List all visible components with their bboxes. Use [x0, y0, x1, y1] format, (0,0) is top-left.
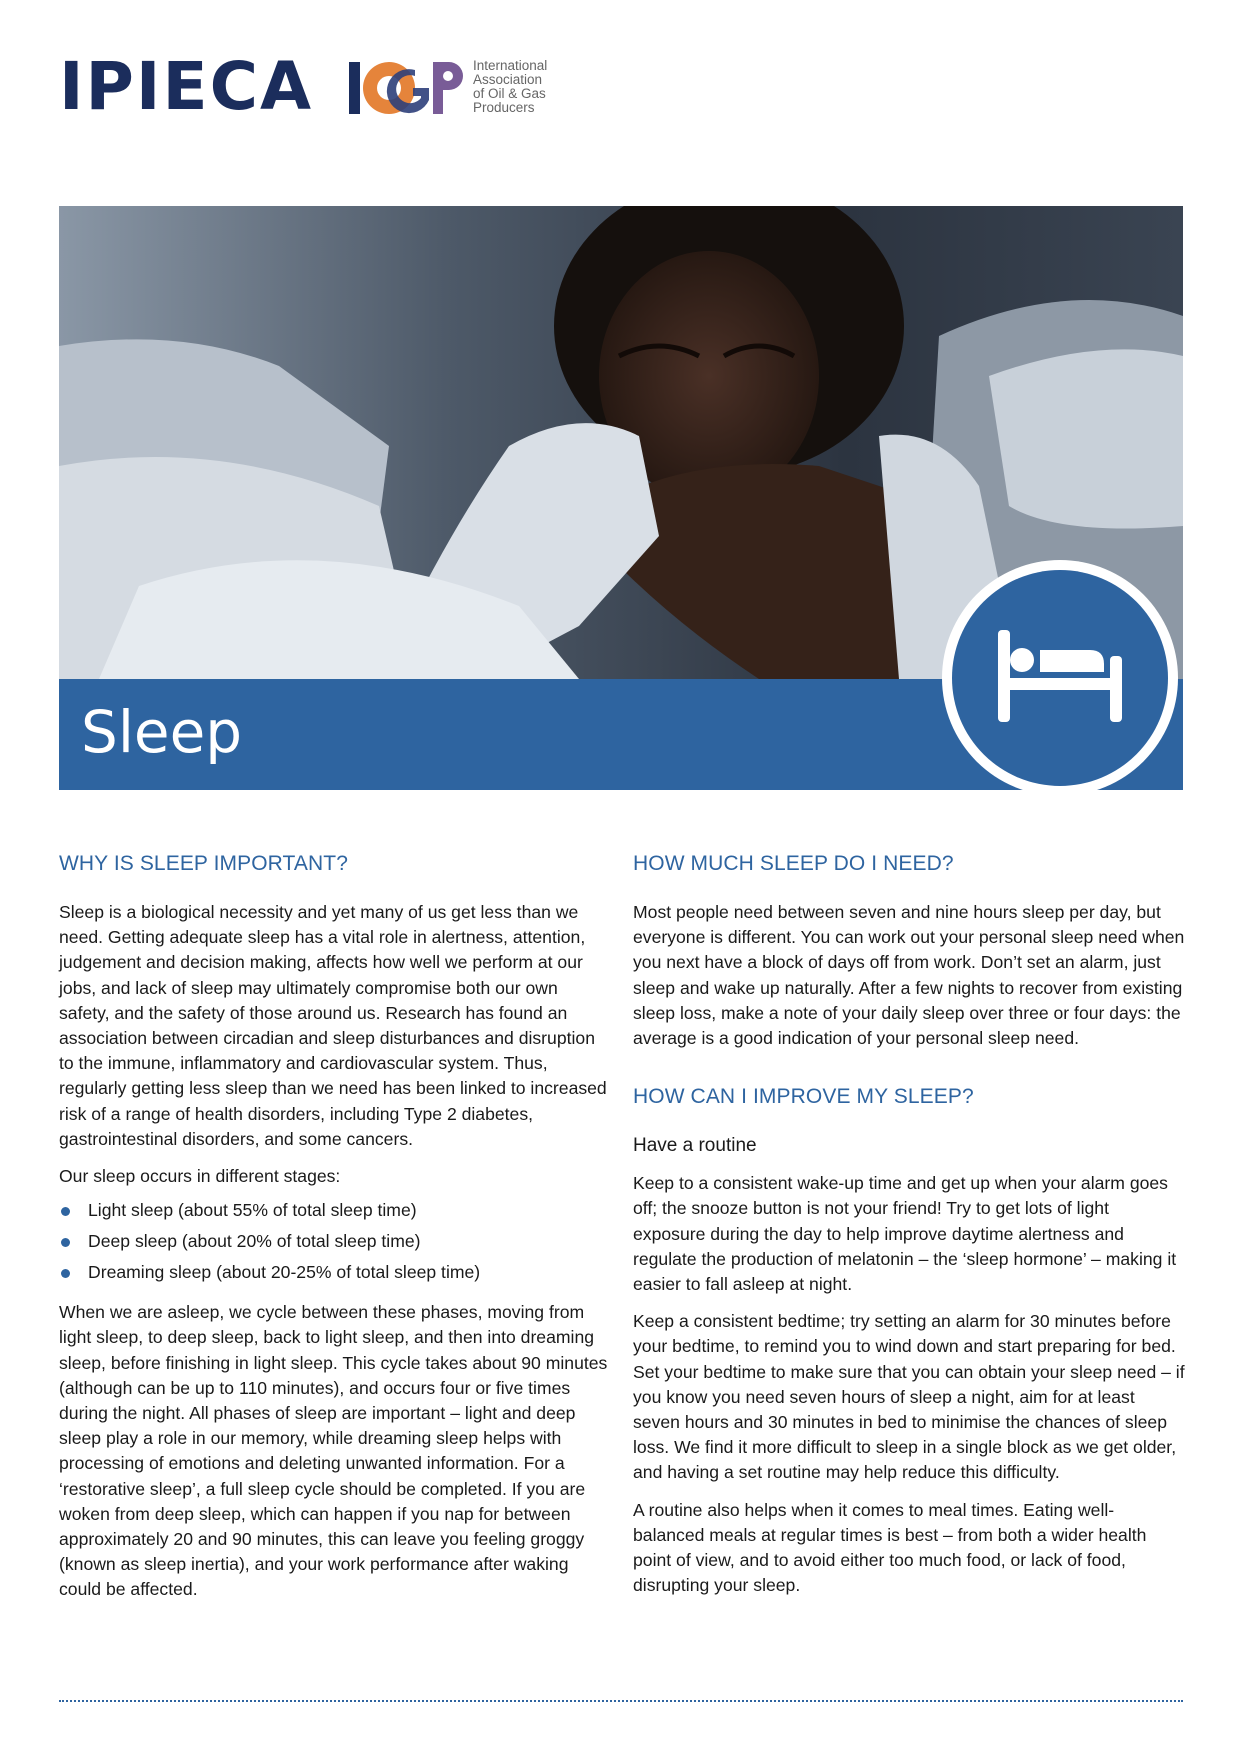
paragraph: Keep to a consistent wake-up time and get up when your alarm goes off; the snooze button is not your friend! Try to get lots of light exposure during the day to help improve daytime alertness and regulate the production of melatonin – the ‘sleep hormone’ – making it easier to fall asleep at night. [633, 1173, 1177, 1295]
header [59, 48, 659, 125]
paragraph: Our sleep occurs in different stages: [59, 1166, 341, 1187]
list-item-text: Dreaming sleep (about 20-25% of total sleep time) [88, 1262, 481, 1283]
iogp-text-line: International [473, 58, 548, 73]
list-item-text: Deep sleep (about 20% of total sleep time) [88, 1231, 421, 1252]
bullet-icon [61, 1207, 70, 1216]
iogp-wordmark [473, 59, 547, 115]
section-heading-why: WHY IS SLEEP IMPORTANT? [59, 852, 348, 875]
paragraph: Most people need between seven and nine hours sleep per day, but everyone is different. You can work out your personal sleep need when you next have a block of days off from work. Don’t set an alarm, just sleep and wake up naturally. After a few nights to recover from existing sleep loss, make a note of your daily sleep over three or four days: the average is a good indication of your personal sleep need. [633, 902, 1185, 1049]
page-title: Sleep [81, 698, 243, 766]
iogp-logo [349, 60, 477, 116]
footer-dotted-rule [59, 1700, 1183, 1702]
list-item [59, 1226, 611, 1257]
ipieca-logo: IPIECA [59, 48, 314, 125]
paragraph: When we are asleep, we cycle between these phases, moving from light sleep, to deep sleep, back to light sleep, and then into dreaming sleep, before finishing in light sleep. This cycle takes about 90 minutes (although can be up to 110 minutes), and occurs four or five times during the night. All phases of sleep are important – light and deep sleep play a role in our memory, while dreaming sleep helps with processing of emotions and deleting unwanted information. For a ‘restorative sleep’, a full sleep cycle should be completed. If you are woken from deep sleep, which can happen if you nap for between approximately 20 and 90 minutes, this can leave you feeling groggy (known as sleep inertia), and your work performance after waking could be affected. [59, 1302, 608, 1600]
right-column [633, 850, 1185, 1598]
subheading-routine: Have a routine [633, 1135, 757, 1157]
list-item [59, 1257, 611, 1288]
iogp-text-line: Association [473, 72, 543, 87]
list-item [59, 1195, 611, 1226]
paragraph: Sleep is a biological necessity and yet many of us get less than we need. Getting adequate sleep has a vital role in alertness, attention, judgement and decision making, affects how well we perform at our jobs, and lack of sleep may ultimately compromise both our own safety, and the safety of those around us. Research has found an association between circadian and sleep disturbances and disruption to the immune, inflammatory and cardiovascular system. Thus, regularly getting less sleep than we need has been linked to increased risk of a range of health disorders, including Type 2 diabetes, gastrointestinal disorders, and some cancers. [59, 902, 607, 1149]
bullet-icon [61, 1238, 70, 1247]
paragraph: Keep a consistent bedtime; try setting an alarm for 30 minutes before your bedtime, to remind you to wind down and start preparing for bed. Set your bedtime to make sure that you can obtain your sleep need – if you know you need seven hours of sleep a night, aim for at least seven hours and 30 minutes in bed to minimise the chances of sleep loss. We find it more difficult to sleep in a single block as we get older, and having a set routine may help reduce this difficulty. [633, 1311, 1185, 1483]
sleep-stages-list [59, 1195, 611, 1288]
paragraph: A routine also helps when it comes to meal times. Eating well-balanced meals at regular times is best – from both a wider health point of view, and to avoid either too much food, or lack of food, disrupting your sleep. [633, 1499, 1147, 1596]
left-column [59, 850, 611, 1603]
iogp-text-line: of Oil & Gas [473, 86, 546, 101]
bed-icon [940, 558, 1180, 798]
section-heading-improve: HOW CAN I IMPROVE MY SLEEP? [633, 1085, 974, 1109]
list-item-text: Light sleep (about 55% of total sleep time) [88, 1200, 417, 1221]
iogp-text-line: Producers [473, 100, 535, 115]
bullet-icon [61, 1269, 70, 1278]
section-heading-how-much: HOW MUCH SLEEP DO I NEED? [633, 852, 954, 875]
